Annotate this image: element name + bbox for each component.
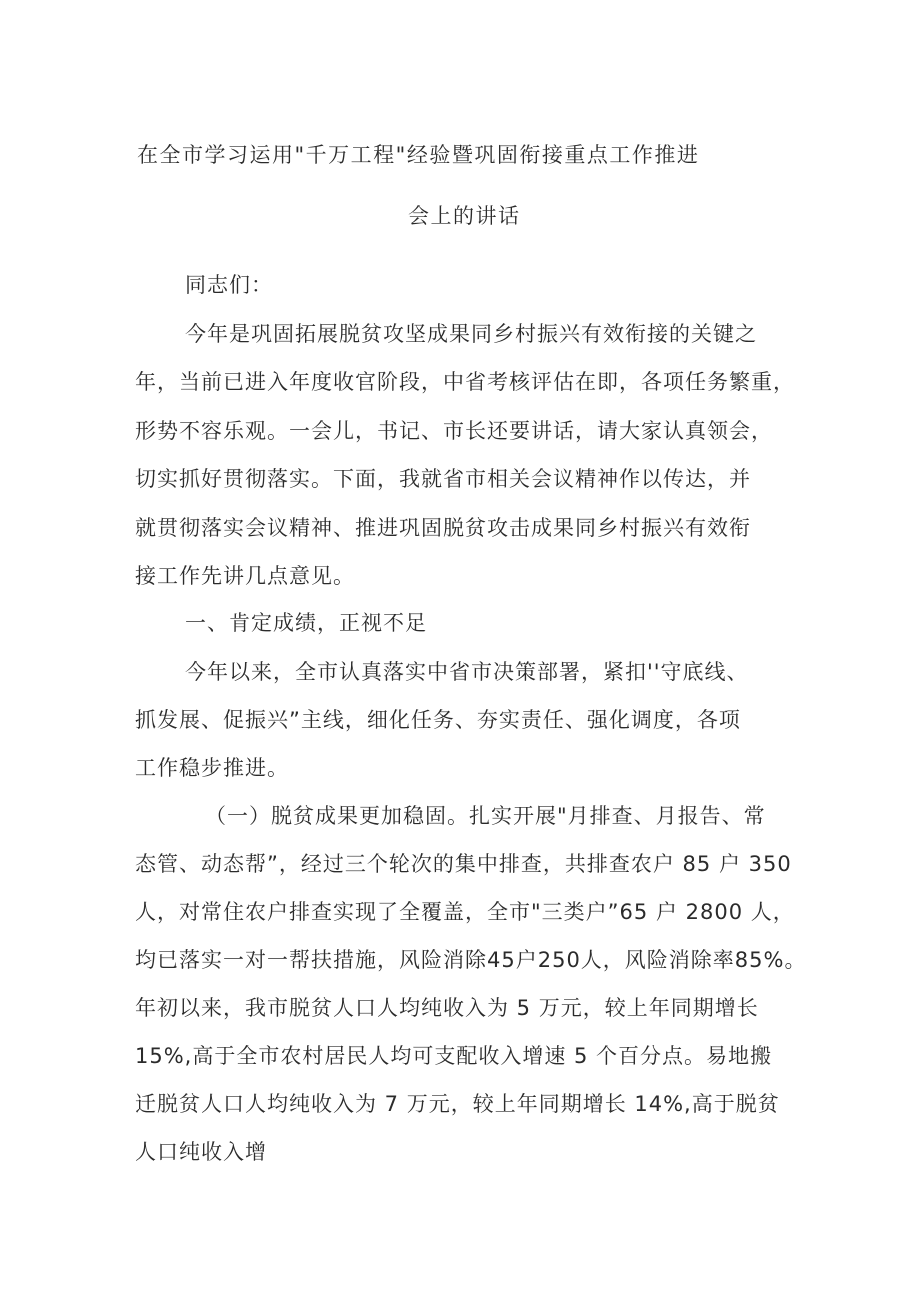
paragraph-line: 抓发展、促振兴”主线，细化任务、夯实责任、强化调度，各项 <box>135 708 741 732</box>
paragraph-line: 接工作先讲几点意见。 <box>135 564 355 588</box>
paragraph-line: 迁脱贫人口人均纯收入为 7 万元，较上年同期增长 14%,高于脱贫 <box>135 1092 780 1116</box>
paragraph-line: 态管、动态帮”，经过三个轮次的集中排查，共排查农户 85 户 350 <box>135 852 792 876</box>
paragraph-line: 形势不容乐观。一会儿，书记、市长还要讲话，请大家认真领会， <box>135 419 773 443</box>
document-title-line-1: 在全市学习运用"千万工程"经验暨巩固衔接重点工作推进 <box>137 143 700 167</box>
section-heading: 一、肯定成绩，正视不足 <box>185 611 427 635</box>
document-title-line-2: 会上的讲话 <box>408 204 521 228</box>
paragraph-line: 年，当前已进入年度收官阶段，中省考核评估在即，各项任务繁重， <box>135 370 795 394</box>
paragraph-line: 今年是巩固拓展脱贫攻坚成果同乡村振兴有效衔接的关键之 <box>185 322 757 346</box>
paragraph-line: 就贯彻落实会议精神、推进巩固脱贫攻击成果同乡村振兴有效衔 <box>135 516 751 540</box>
paragraph-line: 工作稳步推进。 <box>135 756 289 780</box>
subsection-line: （一）脱贫成果更加稳固。扎实开展"月排查、月报告、常 <box>205 804 766 828</box>
salutation: 同志们： <box>185 273 273 297</box>
paragraph-line: 15%,高于全市农村居民人均可支配收入增速 5 个百分点。易地搬 <box>135 1044 773 1068</box>
paragraph-line: 均已落实一对一帮扶措施，风险消除45户250人，风险消除率85%。 <box>135 948 807 972</box>
paragraph-line: 今年以来，全市认真落实中省市决策部署，紧扣''守底线、 <box>185 660 749 684</box>
paragraph-line: 切实抓好贯彻落实。下面，我就省市相关会议精神作以传达，并 <box>135 467 751 491</box>
paragraph-line: 人口纯收入增 <box>135 1140 267 1164</box>
paragraph-line: 人，对常住农户排查实现了全覆盖，全市"三类户”65 户 2800 人， <box>135 900 795 924</box>
paragraph-line: 年初以来，我市脱贫人口人均纯收入为 5 万元，较上年同期增长 <box>135 996 759 1020</box>
